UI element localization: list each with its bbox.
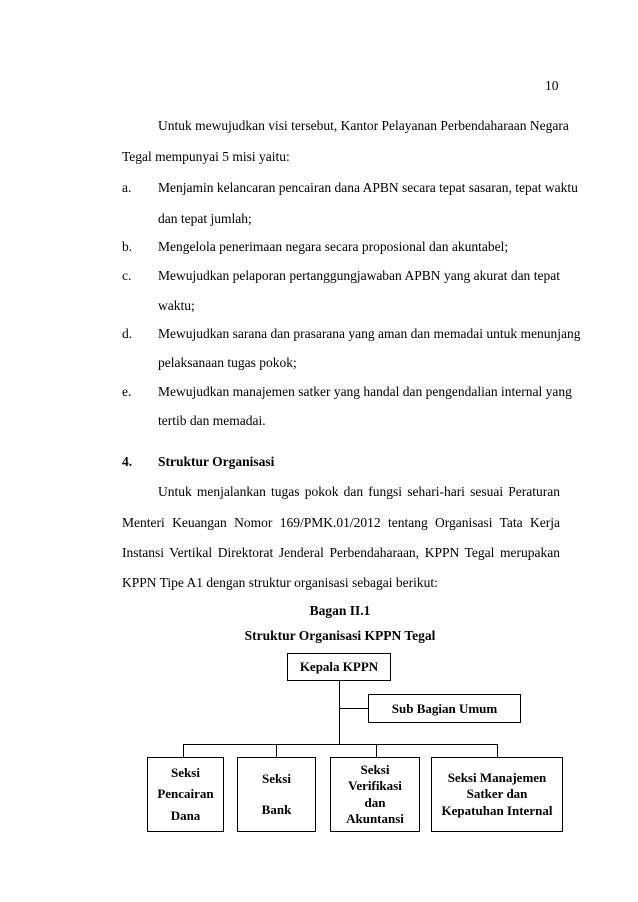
intro-line-2: Tegal mempunyai 5 misi yaitu: [122, 149, 290, 164]
mission-a-line-1: Menjamin kelancaran pencairan dana APBN secara tepat sasaran, tepat waktu [158, 180, 578, 195]
page-number: 10 [545, 78, 559, 93]
box-label: Seksi [171, 764, 200, 780]
box-label: Akuntansi [346, 810, 404, 826]
mission-letter: b. [122, 239, 133, 254]
box-label: Verifikasi [348, 778, 402, 794]
figure-label: Bagan II.1 [309, 603, 371, 618]
mission-letter: d. [122, 326, 133, 341]
mission-c-line-2: waktu; [158, 298, 195, 313]
box-label: Kepatuhan Internal [441, 802, 553, 818]
section-para-line-4: KPPN Tipe A1 dengan struktur organisasi sebagai berikut: [122, 575, 438, 590]
mission-d-line-1: Mewujudkan sarana dan prasarana yang aman dan memadai untuk menunjang [158, 326, 581, 341]
figure-title: Struktur Organisasi KPPN Tegal [244, 628, 436, 643]
mission-letter: e. [122, 384, 132, 399]
connector-line [497, 744, 498, 758]
mission-e-line-1: Mewujudkan manajemen satker yang handal dan pengendalian internal yang [158, 384, 572, 399]
box-label: dan [364, 794, 386, 810]
box-label: Satker dan [466, 786, 528, 802]
section-para-line-3: Instansi Vertikal Direktorat Jenderal Perbendaharaan, KPPN Tegal merupakan [122, 545, 560, 560]
connector-line [183, 744, 184, 758]
mission-letter: a. [122, 180, 132, 195]
box-label: Kepala KPPN [299, 659, 379, 674]
connector-line [376, 744, 377, 758]
mission-c-line-1: Mewujudkan pelaporan pertanggungjawaban APBN yang akurat dan tepat [158, 268, 560, 283]
connector-line [339, 679, 340, 744]
connector-line [276, 744, 277, 758]
section-para-line-2: Menteri Keuangan Nomor 169/PMK.01/2012 tentang Organisasi Tata Kerja [122, 515, 560, 530]
connector-line [339, 708, 369, 709]
box-label: Seksi Manajemen [447, 770, 547, 786]
sub-bagian-umum-box [368, 694, 521, 723]
mission-e-line-2: tertib dan memadai. [158, 413, 266, 428]
box-label: Pencairan [157, 786, 214, 802]
section-para-line-1: Untuk menjalankan tugas pokok dan fungsi sehari-hari sesuai Peraturan [158, 484, 560, 499]
seksi-bank-box [237, 757, 316, 832]
seksi-pencairan-dana-box [147, 757, 224, 832]
mission-d-line-2: pelaksanaan tugas pokok; [158, 355, 297, 370]
mission-a-line-2: dan tepat jumlah; [158, 211, 252, 226]
mission-b-line-1: Mengelola penerimaan negara secara proposional dan akuntabel; [158, 239, 509, 254]
intro-line-1: Untuk mewujudkan visi tersebut, Kantor Pelayanan Perbendaharaan Negara [158, 118, 569, 133]
box-label: Sub Bagian Umum [391, 700, 498, 716]
kepala-kppn-box [287, 653, 391, 681]
box-label: Bank [261, 801, 292, 817]
section-number: 4. [122, 454, 133, 469]
section-title: Struktur Organisasi [158, 454, 275, 469]
seksi-manajemen-satker-box [431, 757, 563, 832]
seksi-verifikasi-akuntansi-box [330, 757, 420, 832]
connector-line [183, 744, 498, 745]
box-label: Seksi [360, 762, 390, 777]
mission-letter: c. [122, 268, 132, 283]
box-label: Seksi [262, 771, 291, 787]
box-label: Dana [170, 808, 201, 824]
